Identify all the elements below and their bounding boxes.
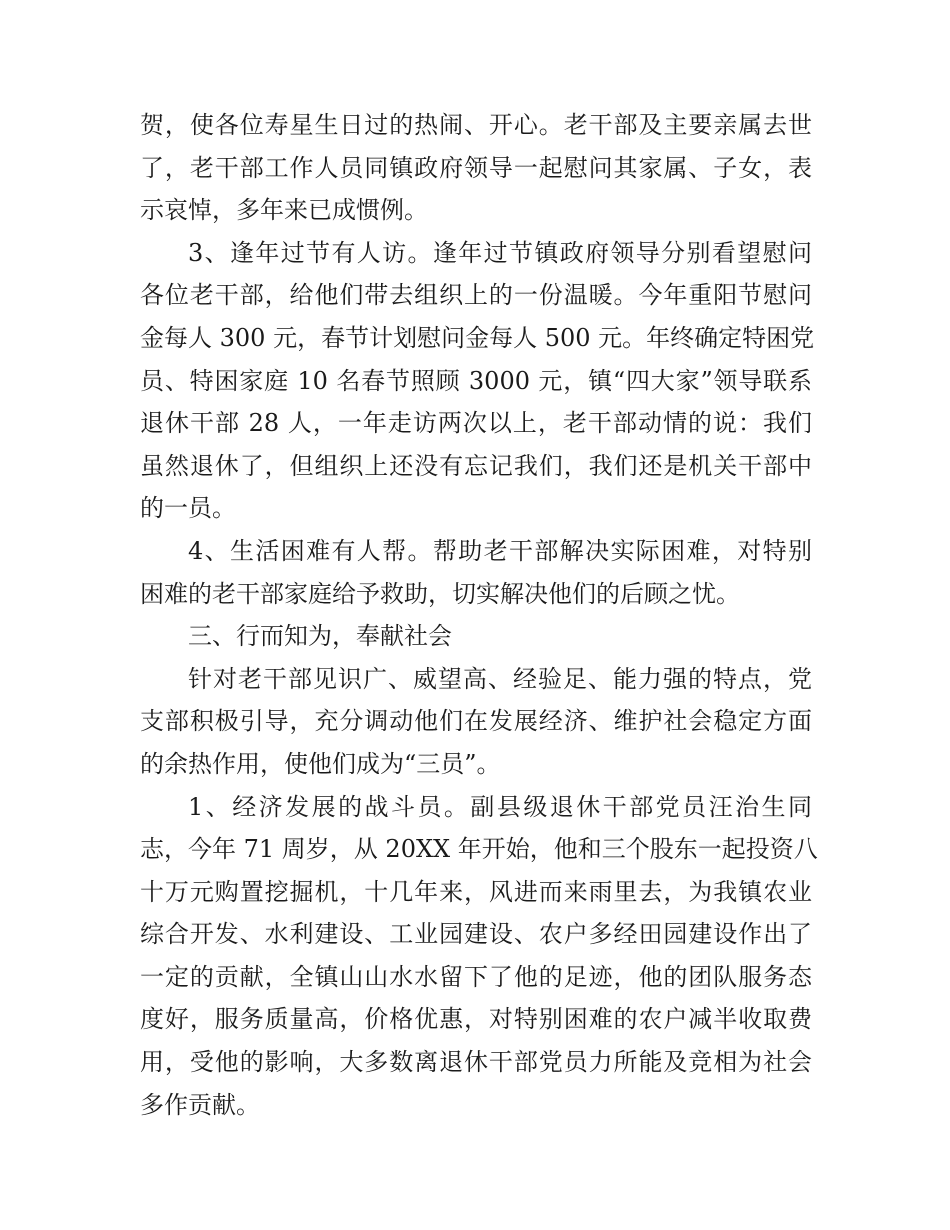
text-line: 退休干部 28 人，一年走访两次以上，老干部动情的说：我们: [140, 409, 812, 438]
section-heading: 三、行而知为，奉献社会: [188, 622, 452, 651]
document-body: [140, 104, 818, 1126]
text-line: 了，老干部工作人员同镇政府领导一起慰问其家属、子女，表: [140, 153, 812, 182]
text-line: 贺，使各位寿星生日过的热闹、开心。老干部及主要亲属去世: [140, 111, 812, 139]
text-line: 困难的老干部家庭给予救助，切实解决他们的后顾之忧。: [140, 579, 740, 608]
text-line: 综合开发、水利建设、工业园建设、农户多经田园建设作出了: [140, 920, 812, 949]
text-line: 4、生活困难有人帮。帮助老干部解决实际困难，对特别: [188, 536, 812, 565]
text-line: 金每人 300 元，春节计划慰问金每人 500 元。年终确定特困党: [140, 323, 815, 352]
text-line: 度好，服务质量高，价格优惠，对特别困难的农户减半收取费: [140, 1005, 812, 1034]
text-line: 支部积极引导，充分调动他们在发展经济、维护社会稳定方面: [140, 707, 812, 736]
text-line: 一定的贡献，全镇山山水水留下了他的足迹，他的团队服务态: [140, 962, 812, 991]
text-line: 十万元购置挖掘机，十几年来，风进而来雨里去，为我镇农业: [140, 877, 812, 906]
text-line: 员、特困家庭 10 名春节照顾 3000 元，镇“四大家”领导联系: [140, 366, 812, 395]
text-line: 多作贡献。: [140, 1090, 260, 1119]
text-line: 志，今年 71 周岁，从 20XX 年开始，他和三个股东一起投资八: [140, 835, 818, 864]
text-line: 的余热作用，使他们成为“三员”。: [140, 749, 501, 778]
text-line: 虽然退休了，但组织上还没有忘记我们，我们还是机关干部中: [140, 451, 812, 480]
text-line: 3、逢年过节有人访。逢年过节镇政府领导分别看望慰问: [188, 238, 812, 267]
text-line: 1、经济发展的战斗员。副县级退休干部党员汪治生同: [188, 792, 812, 821]
text-line: 示哀悼，多年来已成惯例。: [140, 196, 428, 225]
text-line: 的一员。: [140, 494, 236, 523]
text-line: 各位老干部，给他们带去组织上的一份温暖。今年重阳节慰问: [140, 281, 812, 310]
text-line: 针对老干部见识广、威望高、经验足、能力强的特点，党: [188, 664, 812, 693]
text-line: 用，受他的影响，大多数离退休干部党员力所能及竞相为社会: [140, 1048, 812, 1077]
